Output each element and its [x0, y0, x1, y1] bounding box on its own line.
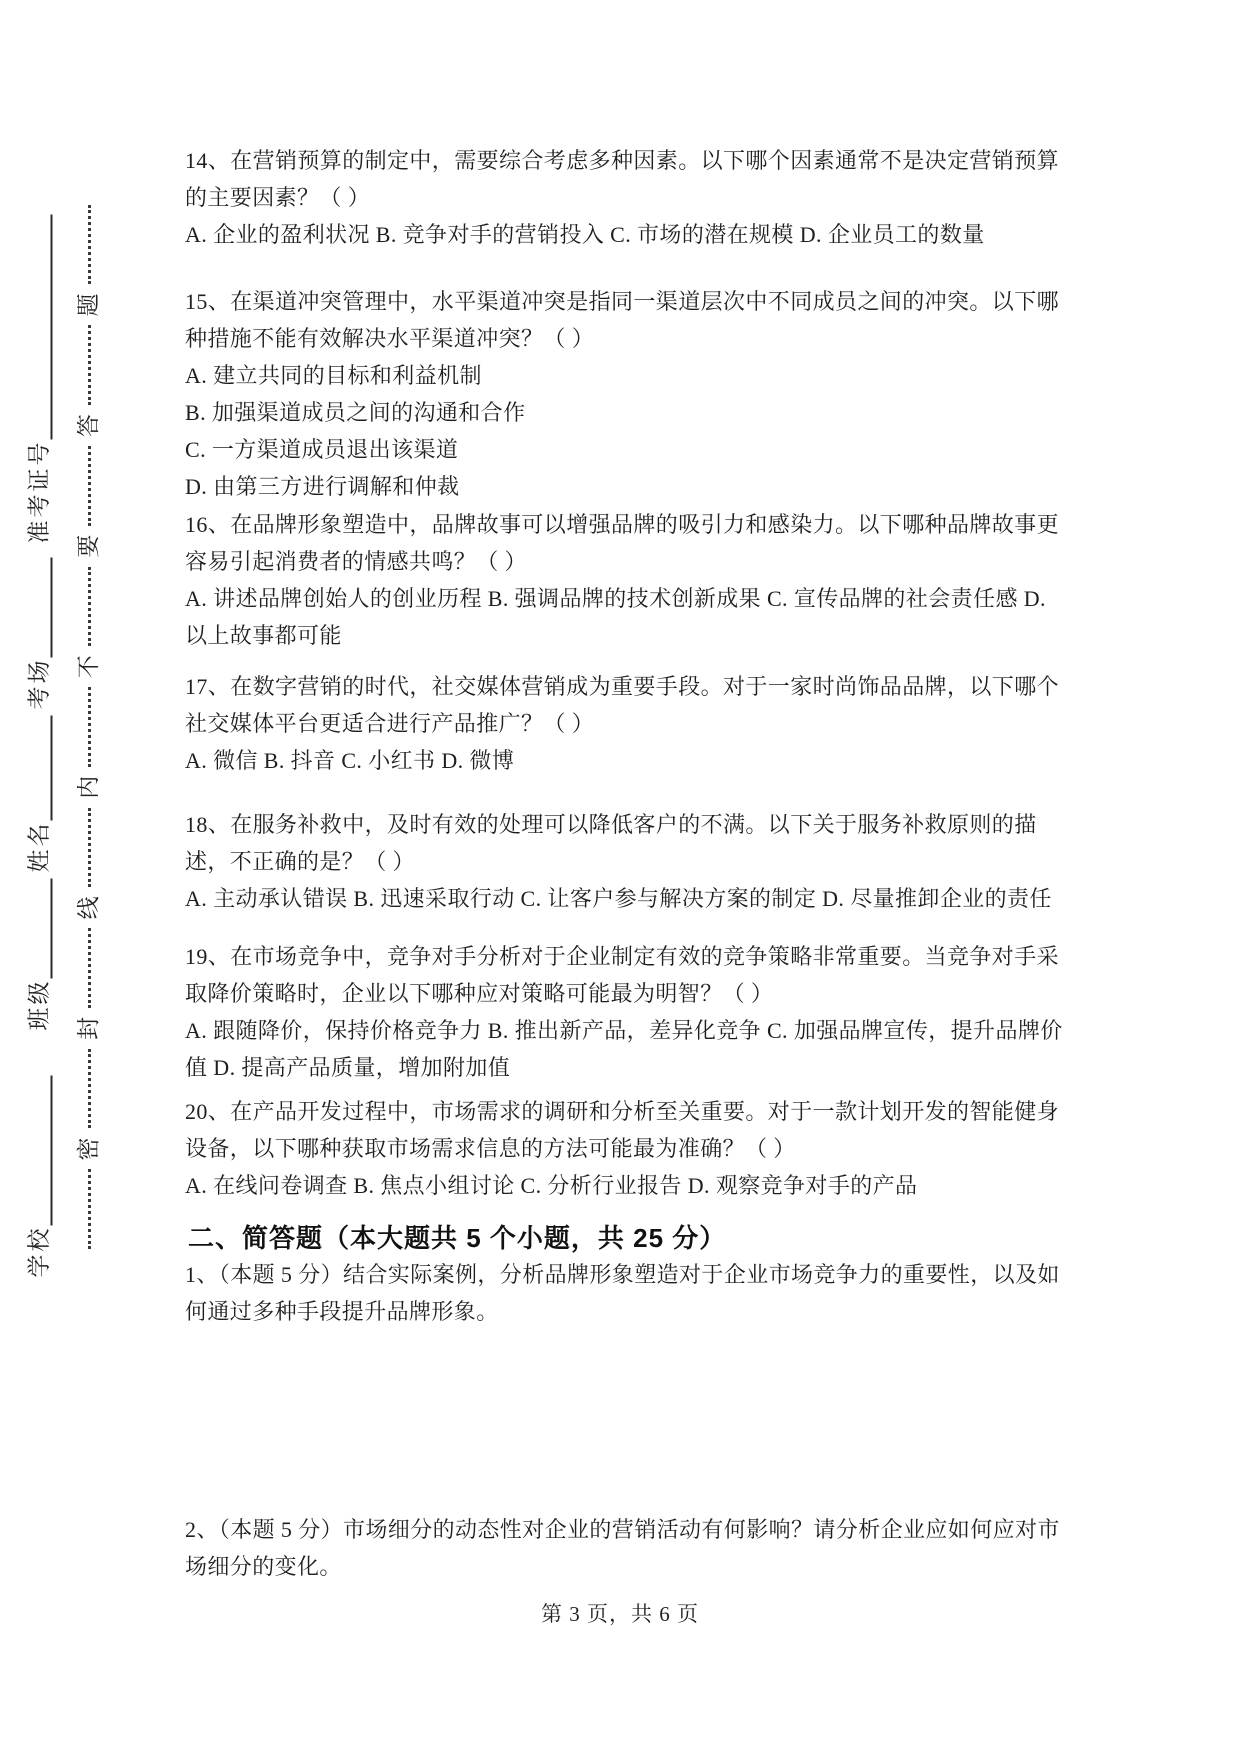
question-line: 种措施不能有效解决水平渠道冲突？（ ）	[185, 326, 595, 351]
seal-char: 要	[76, 534, 101, 558]
question-block-17	[185, 668, 1060, 779]
seal-char: 答	[76, 414, 101, 438]
question-block-14	[185, 142, 1060, 253]
question-line: 述，不正确的是？（ ）	[185, 849, 415, 874]
page-number: 第 3 页，共 6 页	[541, 1602, 699, 1626]
seal-dotted-segment	[88, 567, 91, 647]
seal-dotted-segment	[88, 446, 91, 526]
question-line: C. 一方渠道成员退出该渠道	[185, 437, 459, 462]
seal-dotted-segment	[88, 1049, 91, 1129]
question-line: 18、在服务补救中，及时有效的处理可以降低客户的不满。以下关于服务补救原则的描	[185, 812, 1037, 837]
question-line: 17、在数字营销的时代，社交媒体营销成为重要手段。对于一家时尚饰品品牌，以下哪个	[185, 674, 1060, 699]
question-line: 的主要因素？（ ）	[185, 185, 371, 210]
question-line: A. 跟随降价，保持价格竞争力 B. 推出新产品，差异化竞争 C. 加强品牌宣传，提升品牌价	[185, 1018, 1063, 1043]
section2-title: 二、简答题（本大题共 5 个小题，共 25 分）	[188, 1223, 727, 1253]
sidebar-field-blank	[45, 215, 53, 440]
seal-line	[74, 202, 104, 1252]
sidebar-field-blank	[45, 558, 53, 658]
question-block-16	[185, 506, 1060, 654]
sidebar-fields-line	[19, 213, 53, 1278]
question-line: A. 建立共同的目标和利益机制	[185, 363, 482, 388]
question-line: 19、在市场竞争中，竞争对手分析对于企业制定有效的竞争策略非常重要。当竞争对手采	[185, 944, 1060, 969]
seal-dotted-segment	[88, 928, 91, 1008]
question-line: 设备，以下哪种获取市场需求信息的方法可能最为准确？（ ）	[185, 1136, 796, 1161]
seal-char: 封	[76, 1016, 101, 1040]
question-line: B. 加强渠道成员之间的沟通和合作	[185, 400, 526, 425]
seal-dotted-segment	[88, 326, 91, 406]
question-line: 1、（本题 5 分）结合实际案例，分析品牌形象塑造对于企业市场竞争力的重要性，以及如	[185, 1262, 1060, 1287]
sidebar-field-blank	[45, 879, 53, 979]
sidebar-field-label: 姓名	[26, 820, 52, 873]
section2-question-block-1	[185, 1256, 1060, 1330]
question-line: 16、在品牌形象塑造中，品牌故事可以增强品牌的吸引力和感染力。以下哪种品牌故事更	[185, 512, 1060, 537]
question-line: A. 微信 B. 抖音 C. 小红书 D. 微博	[185, 748, 515, 773]
question-line: 14、在营销预算的制定中，需要综合考虑多种因素。以下哪个因素通常不是决定营销预算	[185, 148, 1060, 173]
sidebar-field-label: 学校	[26, 1225, 52, 1278]
question-line: 场细分的变化。	[185, 1554, 342, 1579]
question-line: 以上故事都可能	[185, 623, 342, 648]
question-line: 20、在产品开发过程中，市场需求的调研和分析至关重要。对于一款计划开发的智能健身	[185, 1099, 1060, 1124]
seal-char: 线	[76, 896, 101, 920]
question-line: D. 由第三方进行调解和仲裁	[185, 474, 460, 499]
sidebar-field-label: 准考证号	[26, 439, 52, 544]
question-line: A. 在线问卷调查 B. 焦点小组讨论 C. 分析行业报告 D. 观察竞争对手的产品	[185, 1173, 918, 1198]
question-line: 社交媒体平台更适合进行产品推广？（ ）	[185, 711, 595, 736]
seal-dotted-segment	[88, 205, 91, 285]
sidebar-field-label: 班级	[26, 978, 52, 1031]
question-block-20	[185, 1093, 1060, 1204]
question-line: A. 企业的盈利状况 B. 竞争对手的营销投入 C. 市场的潜在规模 D. 企业员工的数量	[185, 222, 985, 247]
seal-dotted-segment	[88, 687, 91, 767]
seal-char: 内	[76, 775, 101, 799]
seal-dotted-segment	[88, 1169, 91, 1249]
sidebar-field-blank	[45, 716, 53, 821]
section2-question-block-2	[185, 1511, 1060, 1585]
question-line: 取降价策略时，企业以下哪种应对策略可能最为明智？（ ）	[185, 981, 774, 1006]
sidebar-field-blank	[45, 1076, 53, 1226]
question-line: 值 D. 提高产品质量，增加附加值	[185, 1055, 511, 1080]
question-line: A. 主动承认错误 B. 迅速采取行动 C. 让客户参与解决方案的制定 D. 尽量推卸企业的责任	[185, 886, 1052, 911]
question-line: 2、（本题 5 分）市场细分的动态性对企业的营销活动有何影响？请分析企业应如何应对市	[185, 1517, 1060, 1542]
question-block-19	[185, 938, 1063, 1086]
question-block-18	[185, 806, 1055, 917]
question-line: 容易引起消费者的情感共鸣？（ ）	[185, 549, 527, 574]
question-line: 15、在渠道冲突管理中，水平渠道冲突是指同一渠道层次中不同成员之间的冲突。以下哪	[185, 289, 1060, 314]
sidebar-field-label: 考场	[26, 657, 52, 710]
seal-char: 题	[76, 293, 101, 317]
question-line: 何通过多种手段提升品牌形象。	[185, 1299, 499, 1324]
question-line: A. 讲述品牌创始人的创业历程 B. 强调品牌的技术创新成果 C. 宣传品牌的社会责任感 D.	[185, 586, 1046, 611]
seal-char: 密	[76, 1137, 101, 1161]
seal-char: 不	[76, 655, 101, 679]
question-block-15	[185, 283, 1060, 505]
seal-dotted-segment	[88, 808, 91, 888]
